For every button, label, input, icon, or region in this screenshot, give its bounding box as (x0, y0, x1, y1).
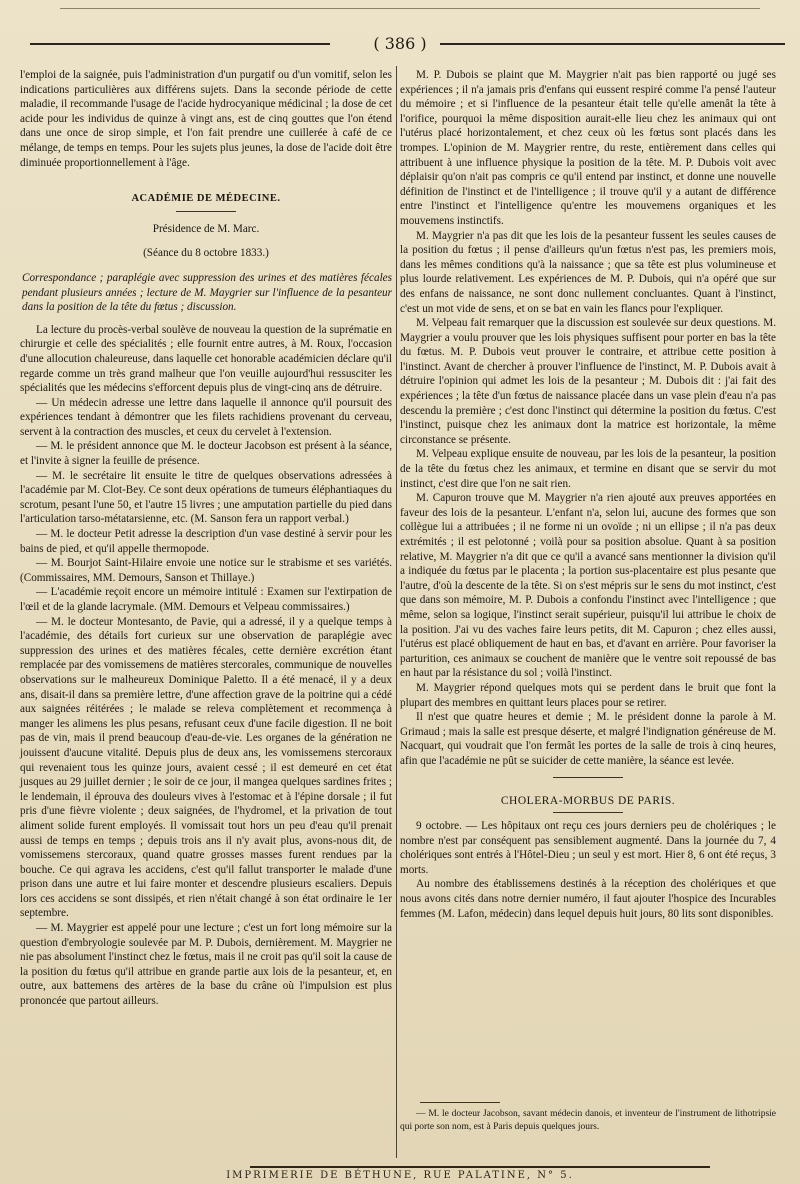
paragraph: M. Velpeau fait remarquer que la discussion est soulevée sur deux questions. M. Maygrier a voulu prouver que les lois physiques suffisent pour porter en bas la tête du fœtus. M. P. Dubois veut prouver le contraire, et attribue cette position à l'instinct. Avant de chercher à prouver l'influence de l'instinct, M. P. Dubois avait à détruire l'opinion qui admet les lois de la pesanteur ; M. Dubois dit : j'ai fait des expériences ; la tête d'un fœtus de naissance placée dans un vase plein d'eau n'a pas descendu la première ; c'est donc l'instinct qui détermine la position du fœtus. C'est l'instinct, puisque chez les animaux dont la matrice est horizontale, la même circonstance se présente. (400, 317, 776, 446)
paragraph: La lecture du procès-verbal soulève de nouveau la question de la suprématie en chirurgie et celle des spécialités ; elle fournit entre autres, à M. Roux, l'occasion d'une allocution chaleureuse, dans laquelle cet honorable académicien déclare qu'il regarde comme un très grand malheur que l'on veuille aujourd'hui ressusciter les spécialités que les médecins s'efforcent depuis plus de vingt-cinq ans de détruire. (20, 323, 392, 395)
paragraph: — M. Bourjot Saint-Hilaire envoie une notice sur le strabisme et ses variétés. (Commissaires, MM. Demours, Sanson et Thillaye.) (20, 557, 392, 584)
header-rule-right (440, 43, 785, 45)
paragraph: — M. Maygrier est appelé pour une lecture ; c'est un fort long mémoire sur la question d'embryologie soulevée par M. P. Dubois, dernièrement. M. Maygrier ne nie pas absolument l'instinct chez le fœtus, mais il ne croit pas qu'il soit la cause de la position du fœtus qu'il attribue en grande partie aux lois de la pesanteur, et, en outre, aux battemens des artères de la base du crâne où l'impulsion est plus prononcée que partout ailleurs. (20, 922, 392, 1008)
paragraph: M. Velpeau explique ensuite de nouveau, par les lois de la pesanteur, la position de la tête du fœtus chez les animaux, et termine en disant que se servir du mot instinct, c'est dire que l'on ne sait rien. (400, 448, 776, 490)
section-rule (553, 812, 623, 813)
paragraph: — M. le secrétaire lit ensuite le titre de quelques observations adressées à l'académie par M. Clot-Bey. Ce sont deux opérations de tumeurs éléphantiaques du scrotum, pesant l'une 50, et l'autre 15 livres ; une amputation partielle du pied dans l'articulation tarso-métatarsienne, etc. (M. Sanson fera un rapport verbal.) (20, 469, 392, 526)
paragraph: — L'académie reçoit encore un mémoire intitulé : Examen sur l'extirpation de l'œil et de la glande lacrymale. (MM. Demours et Velpeau commissaires.) (20, 586, 392, 613)
paragraph: Au nombre des établissemens destinés à la réception des cholériques et que nous avons cités dans notre dernier numéro, il faut ajouter l'hospice des Incurables femmes (M. Lafon, médecin) dans lequel depuis huit jours, 80 lits sont disponibles. (400, 878, 776, 920)
column-divider (396, 66, 397, 1158)
paragraph: M. Capuron trouve que M. Maygrier n'a rien ajouté aux preuves apportées en faveur des lois de la pesanteur. L'enfant n'a, selon lui, aucune des formes que son collègue lui a attribuées ; il ne forme ni un ovoïde ; ni un ellipse ; il n'a pas deux extrémités ; il est pelotonné ; voilà pour sa position absolue. Quant à sa position relative, M. Maygrier n'a dit que ce qu'il a avancé sans mentionner la division qu'il a indiquée du fœtus par le placenta ; la portion sus-placentaire est plus pesante que l'autre, d'où la descente de la tête. Si on s'est mépris sur le sens du mot instinct, c'est que dans son mémoire, M. P. Dubois a confondu l'instinct avec l'intelligence ; que même, selon sa logique, l'instinct serait supérieur, puisqu'il lui attribue le choix de la position. J'ai vu des vaches faire leurs petits, dit M. Capuron ; chez elles aussi, l'utérus est placé obliquement de haut en bas, et d'avant en arrière. Pour favoriser la parturition, ces animaux se couchent de manière que le ventre soit repoussé de bas en haut par la résistance du sol ; voilà l'instinct. (400, 492, 776, 680)
paragraph: Il n'est que quatre heures et demie ; M. le président donne la parole à M. Grimaud ; mais la salle est presque déserte, et malgré l'indignation généreuse de M. Nacquart, qui voudrait que l'on fermât les portes de la salle de trois à cinq heures, afin que l'académie ne pût se suicider de cette manière, la séance est levée. (400, 711, 776, 767)
seance-date: (Séance du 8 octobre 1833.) (143, 247, 269, 260)
right-column (400, 68, 776, 921)
top-edge-line (60, 8, 760, 9)
section-rule (553, 777, 623, 778)
left-column (20, 68, 392, 1009)
section-title-academie: ACADÉMIE DE MÉDECINE. (131, 193, 281, 205)
presidence-line: Présidence de M. Marc. (152, 222, 260, 235)
header-rule-left (30, 43, 330, 45)
paragraph: — M. le docteur Montesanto, de Pavie, qui a adressé, il y a quelque temps à l'académie, des détails fort curieux sur une observation de paraplégie avec suppression des urines et des matières fécales, cette dernière excrétion étant remplacée par des vomissemens de matières stercorales, communique de nouvelles observations sur le malheureux Dominique Paletto. Il a été menacé, il y a deux ans, disait-il dans sa première lettre, d'une affection grave de la poitrine qui a cédé aux saignées réitérées ; le malade se releva complètement et recommença à manger les alimens les plus pesans, refusant ceux d'une facile digestion. Il ne boit pas de vin, mais il prend beaucoup d'eau-de-vie. Les organes de la génération ne jouissent d'aucune vitalité. Depuis plus de deux ans, les vomissemens stercoraux qui revenaient tous les quinze jours, avaient cessé ; il est demeuré en cet état jusques au 29 juillet dernier ; le soir de ce jour, il mangea quelques sardines frites ; le lendemain, il éprouva des douleurs vives à l'estomac et à l'épine dorsale ; il fut pris d'une fièvre violente ; deux saignées, de l'hydromel, et la privation de tout aliment solide furent employés. Il vomissait tout hors un peu d'eau qu'il prenait aussi de temps en temps ; depuis trois ans il n'y avait plus, avons-nous dit, de vomissemens stercoraux, quand quatre grosses masses furent rendues par la bouche. Ce qui agrava les accidens, c'est qu'il fallut transporter le malade d'une prison dans une autre et lui faire monter et descendre plusieurs escaliers. Depuis lors ces accidens se sont dissipés, et rien n'était changé à son état ordinaire le 1er septembre. (20, 615, 392, 920)
paragraph: M. P. Dubois se plaint que M. Maygrier n'ait pas bien rapporté ou jugé ses expériences ; il n'a jamais pris d'enfans qui eussent respiré comme l'a pensé l'auteur du mémoire ; et si l'influence de la pesanteur était telle qu'elle amenât la tête à l'orifice, pourquoi la même disposition aurait-elle lieu chez les animaux qui ont l'utérus placé horizontalement, et chez ceux où les fœtus sont placés dans les trompes. L'opinion de M. Maygrier rentre, du reste, entièrement dans celles qui attribuent à une influence physique la position de la tête. M. P. Dubois voit avec déplaisir qu'on n'ait pas compris ce qu'il entend par instinct, et donne une nouvelle définition de l'instinct et de l'intelligence ; il trouve qu'il y a autant de différence entre l'instinct et l'intelligence qu'entre les mouvemens organiques et les mouvemens instinctifs. (400, 69, 776, 227)
footnote-rule (420, 1102, 500, 1103)
paragraph: M. Maygrier n'a pas dit que les lois de la pesanteur fussent les seules causes de la position du fœtus ; il pense d'ailleurs qu'un fœtus n'est pas, les premiers mois, dans les mêmes conditions qu'à la naissance ; que sa tête est plus volumineuse et plus lourde relativement. Les expériences de M. P. Dubois, qui n'a opéré que sur des enfans de naissance, ne sont donc nullement concluantes. Quant à l'instinct, c'est un mot vide de sens, et on se bat en vain les flancs pour l'expliquer. (400, 229, 776, 315)
paragraph: — M. le docteur Petit adresse la description d'un vase destiné à servir pour les bains de pied, et qu'il appelle thermopode. (20, 528, 392, 555)
paragraph: l'emploi de la saignée, puis l'administration d'un purgatif ou d'un vomitif, selon les indications particulières aux différens sujets. Dans la seconde période de cette maladie, il recommande l'usage de l'acide hydrocyanique médicinal ; la dose de cet acide pour les individus de quinze à vingt ans, est de cinq gouttes que l'on étend dans une once de sirop simple, et l'on fait prendre une cuillerée à café de ce mélange, de temps en temps. Pour les sujets plus jeunes, la dose de l'acide doit être diminuée proportionnellement à l'âge. (20, 69, 392, 169)
imprint-line: IMPRIMERIE DE BÉTHUNE, RUE PALATINE, N° 5. (226, 1170, 574, 1181)
paragraph: — Un médecin adresse une lettre dans laquelle il annonce qu'il poursuit des expériences tendant à démontrer que les filets rachidiens provenant du cerveau, servent à la contraction des muscles, et ceux du cervelet à l'extension. (20, 396, 392, 438)
paragraph: M. Maygrier répond quelques mots qui se perdent dans le bruit que font la plupart des membres en quittant leurs places pour se retirer. (400, 681, 776, 709)
section-rule (176, 211, 236, 212)
footnote: — M. le docteur Jacobson, savant médecin danois, et inventeur de l'instrument de lithotripsie qui porte son nom, est à Paris depuis quelques jours. (400, 1109, 776, 1132)
page-number: ( 386 ) (373, 34, 427, 53)
session-summary: Correspondance ; paraplégie avec suppression des urines et des matières fécales pendant plusieurs années ; lecture de M. Maygrier sur l'influence de la pesanteur dans la position de la tête du fœtus ; discussion. (22, 271, 392, 314)
paragraph: 9 octobre. — Les hôpitaux ont reçu ces jours derniers peu de cholériques ; le nombre n'est par conséquent pas sensiblement augmenté. Dans la journée du 7, 4 cholériques sont entrés à l'Hôtel-Dieu ; un seul y est mort. Hier 8, 6 ont été reçus, 3 morts. (400, 820, 776, 876)
paragraph: — M. le président annonce que M. le docteur Jacobson est présent à la séance, et l'invite à signer la feuille de présence. (20, 440, 392, 468)
bottom-rule (250, 1166, 710, 1168)
section-title-cholera: CHOLERA-MORBUS DE PARIS. (500, 794, 676, 807)
